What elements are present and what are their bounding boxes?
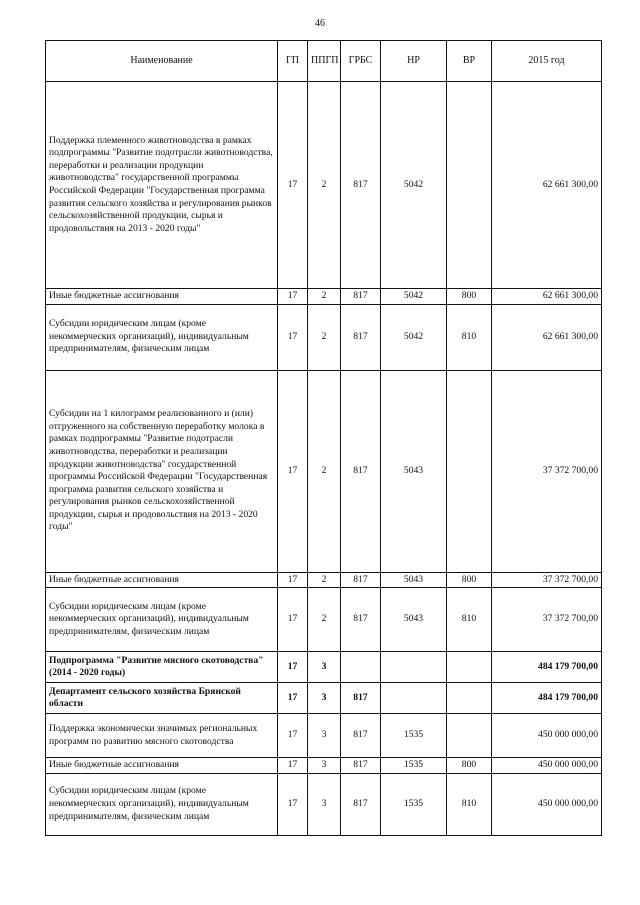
row-vr: 800 [447,758,492,774]
row-vr: 800 [447,572,492,588]
row-vr: 810 [447,773,492,835]
row-grbs: 817 [341,289,381,305]
row-ppgp: 3 [308,773,341,835]
table-row [46,304,602,370]
row-ppgp: 3 [308,683,341,714]
row-np: 5042 [381,82,447,289]
row-vr: 810 [447,588,492,652]
row-name: Иные бюджетные ассигнования [46,289,278,305]
row-grbs: 817 [341,714,381,758]
table-row [46,588,602,652]
table-row [46,683,602,714]
row-amount: 484 179 700,00 [492,652,602,683]
row-np [381,652,447,683]
row-name: Поддержка экономически значимых региональных программ по развитию мясного скотоводства [46,714,278,758]
header-vr: ВР [447,41,492,82]
row-amount: 62 661 300,00 [492,82,602,289]
row-ppgp: 3 [308,652,341,683]
row-vr [447,714,492,758]
table-row [46,370,602,572]
row-grbs [341,652,381,683]
row-grbs: 817 [341,304,381,370]
row-np: 1535 [381,758,447,774]
row-grbs: 817 [341,370,381,572]
row-vr: 800 [447,289,492,305]
budget-table [45,40,602,836]
row-grbs: 817 [341,588,381,652]
row-gp: 17 [278,289,308,305]
row-amount: 37 372 700,00 [492,588,602,652]
row-grbs: 817 [341,758,381,774]
page-number: 46 [315,18,325,29]
row-np: 5043 [381,588,447,652]
header-name: Наименование [46,41,278,82]
row-gp: 17 [278,572,308,588]
row-ppgp: 3 [308,714,341,758]
row-np: 5043 [381,572,447,588]
row-name: Субсидии юридическим лицам (кроме некоммерческих организаций), индивидуальным предпринимателям, физическим лицам [46,304,278,370]
header-gp: ГП [278,41,308,82]
row-gp: 17 [278,683,308,714]
row-name: Поддержка племенного животноводства в рамках подпрограммы "Развитие подотрасли животноводства, переработки и реализации продукции животноводства" государственной программы Российской Федерации "Государственная программа развития сельского хозяйства и регулирования рынков сельскохозяйственной продукции, сырья и продовольствия на 2013 - 2020 годы" [46,82,278,289]
row-vr [447,370,492,572]
row-vr: 810 [447,304,492,370]
row-name: Иные бюджетные ассигнования [46,572,278,588]
row-gp: 17 [278,370,308,572]
row-name: Субсидии юридическим лицам (кроме некоммерческих организаций), индивидуальным предпринимателям, физическим лицам [46,588,278,652]
row-amount: 37 372 700,00 [492,572,602,588]
row-ppgp: 2 [308,572,341,588]
row-np: 1535 [381,773,447,835]
row-ppgp: 2 [308,370,341,572]
row-vr [447,82,492,289]
row-grbs: 817 [341,572,381,588]
table-row [46,758,602,774]
row-gp: 17 [278,652,308,683]
header-grbs: ГРБС [341,41,381,82]
row-vr [447,683,492,714]
row-gp: 17 [278,82,308,289]
row-gp: 17 [278,758,308,774]
row-amount: 450 000 000,00 [492,758,602,774]
row-amount: 62 661 300,00 [492,289,602,305]
row-grbs: 817 [341,683,381,714]
row-gp: 17 [278,304,308,370]
table-row [46,572,602,588]
row-name: Субсидии юридическим лицам (кроме некоммерческих организаций), индивидуальным предпринимателям, физическим лицам [46,773,278,835]
row-name: Департамент сельского хозяйства Брянской области [46,683,278,714]
row-gp: 17 [278,714,308,758]
row-amount: 450 000 000,00 [492,773,602,835]
header-ppgp: ППГП [308,41,341,82]
row-ppgp: 2 [308,304,341,370]
row-grbs: 817 [341,773,381,835]
row-ppgp: 2 [308,82,341,289]
table-row [46,289,602,305]
row-vr [447,652,492,683]
table-row [46,82,602,289]
row-gp: 17 [278,773,308,835]
row-np: 5043 [381,370,447,572]
row-name: Иные бюджетные ассигнования [46,758,278,774]
row-amount: 37 372 700,00 [492,370,602,572]
header-year: 2015 год [492,41,602,82]
row-grbs: 817 [341,82,381,289]
row-name: Подпрограмма "Развитие мясного скотоводства" (2014 - 2020 годы) [46,652,278,683]
row-ppgp: 3 [308,758,341,774]
table-row [46,773,602,835]
row-ppgp: 2 [308,588,341,652]
table-row [46,714,602,758]
row-name: Субсидии на 1 килограмм реализованного и (или) отгруженного на собственную переработку молока в рамках подпрограммы "Развитие подотрасли животноводства, переработки и реализации продукции животноводства" государственной программы Российской Федерации "Государственная программа развития сельского хозяйства и регулирования рынков сельскохозяйственной продукции, сырья и продовольствия на 2013 - 2020 годы" [46,370,278,572]
row-ppgp: 2 [308,289,341,305]
header-row [46,41,602,82]
header-np: НР [381,41,447,82]
row-amount: 484 179 700,00 [492,683,602,714]
row-np: 5042 [381,289,447,305]
row-amount: 62 661 300,00 [492,304,602,370]
row-np: 1535 [381,714,447,758]
table-row [46,652,602,683]
row-np: 5042 [381,304,447,370]
row-np [381,683,447,714]
row-amount: 450 000 000,00 [492,714,602,758]
row-gp: 17 [278,588,308,652]
